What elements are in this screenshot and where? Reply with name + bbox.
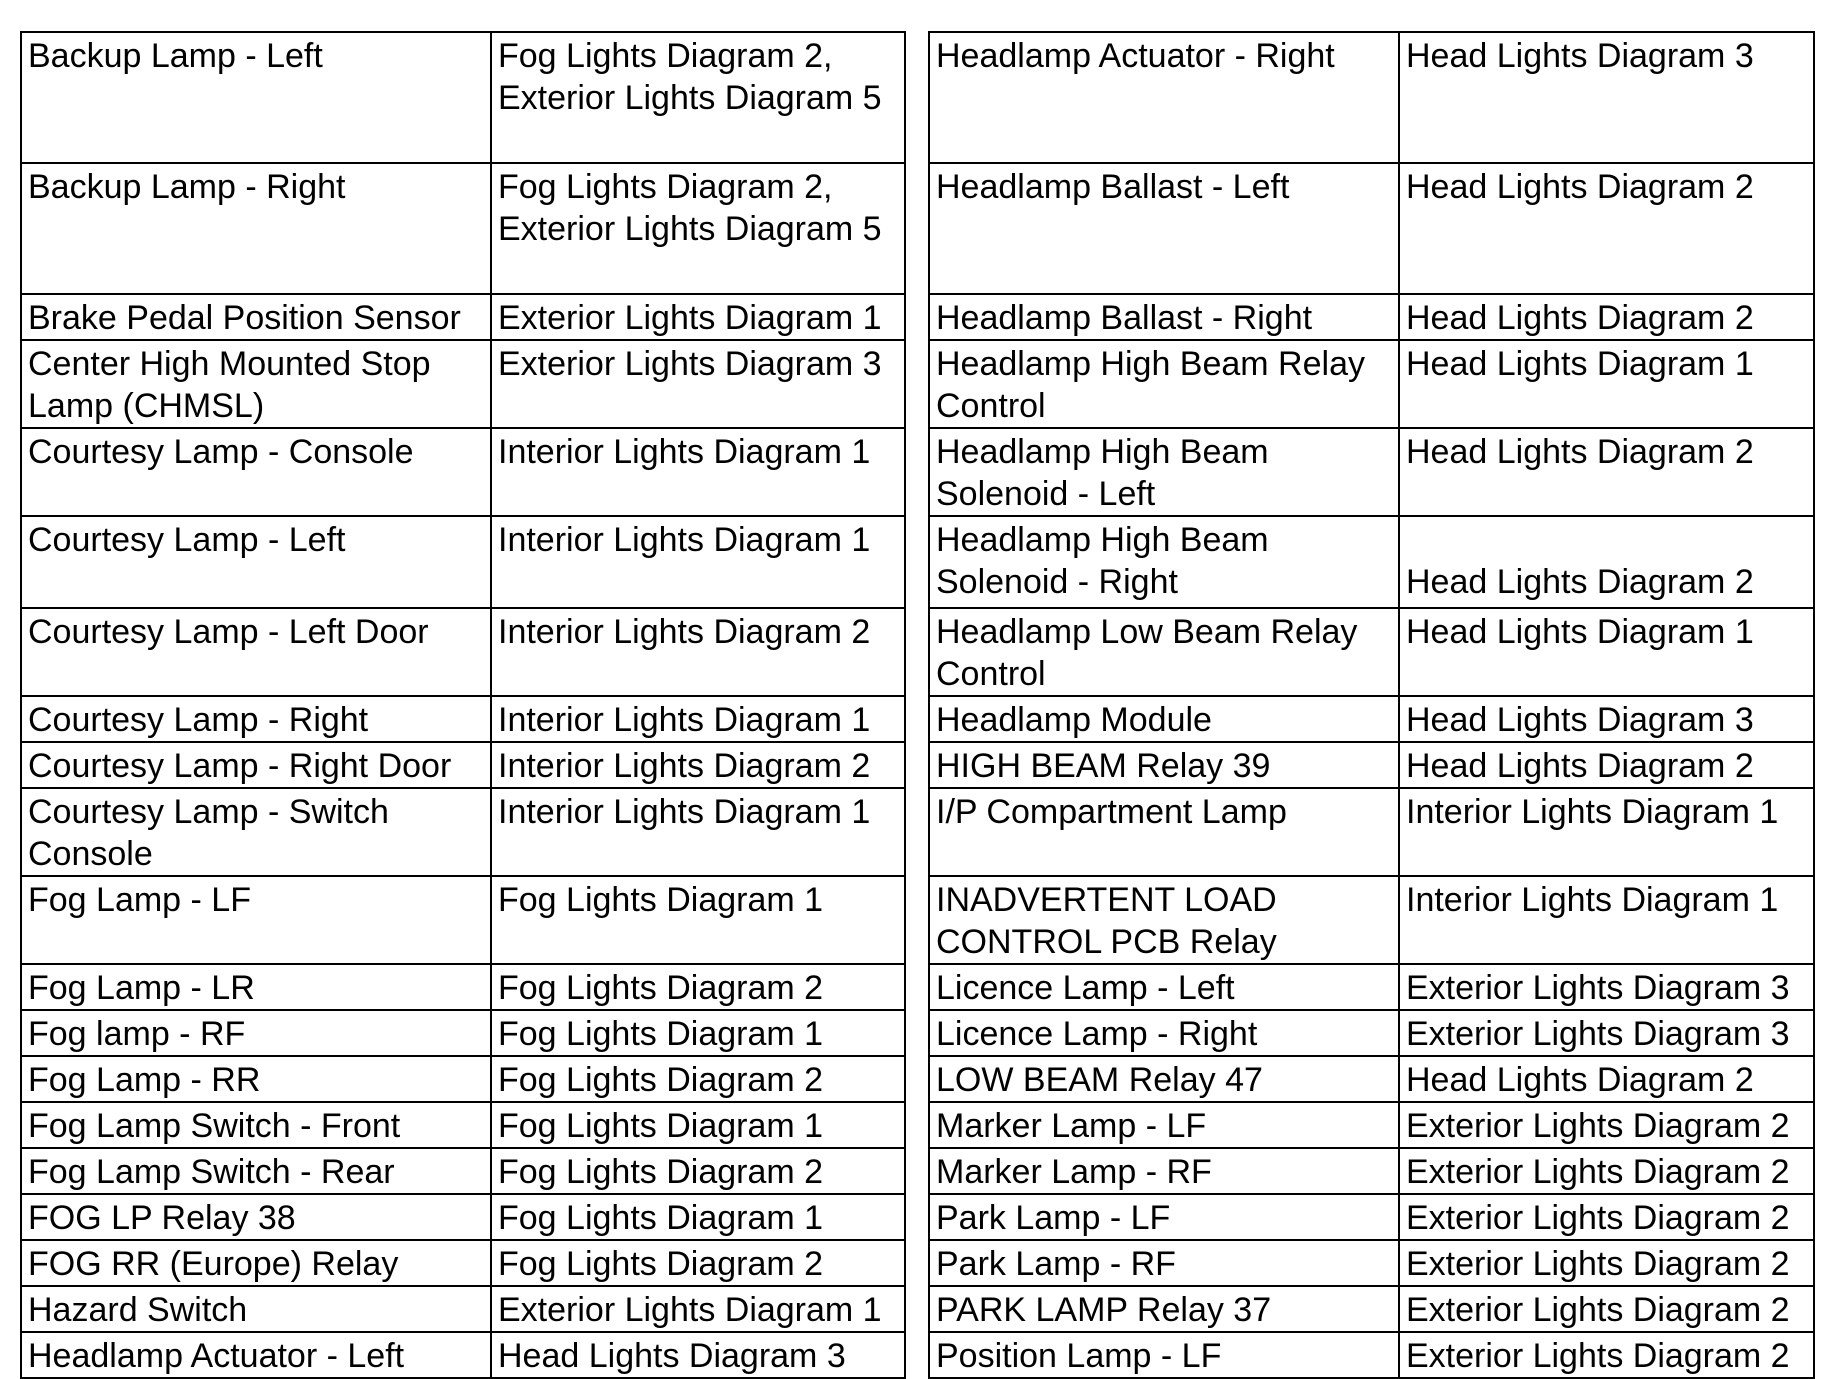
left-component-cell: Fog Lamp - LR (21, 964, 491, 1010)
right-component-cell: INADVERTENT LOAD CONTROL PCB Relay (929, 876, 1399, 964)
left-component-cell: Fog lamp - RF (21, 1010, 491, 1056)
left-diagram-cell: Exterior Lights Diagram 1 (491, 294, 905, 340)
column-gap (905, 294, 929, 340)
right-component-cell: Licence Lamp - Left (929, 964, 1399, 1010)
column-gap (905, 1148, 929, 1194)
table-row (21, 1332, 1814, 1378)
right-component-cell: LOW BEAM Relay 47 (929, 1056, 1399, 1102)
table-row (21, 1010, 1814, 1056)
table-row (21, 163, 1814, 294)
table-row (21, 32, 1814, 163)
right-component-cell: Headlamp High Beam Relay Control (929, 340, 1399, 428)
right-component-cell: HIGH BEAM Relay 39 (929, 742, 1399, 788)
column-gap (905, 1056, 929, 1102)
right-diagram-cell: Head Lights Diagram 2 (1399, 163, 1814, 294)
column-gap (905, 608, 929, 696)
right-diagram-cell: Head Lights Diagram 1 (1399, 340, 1814, 428)
column-gap (905, 32, 929, 163)
left-diagram-cell: Interior Lights Diagram 1 (491, 428, 905, 516)
column-gap (905, 788, 929, 876)
component-index-table (20, 31, 1815, 1379)
left-diagram-cell: Fog Lights Diagram 1 (491, 1010, 905, 1056)
column-gap (905, 876, 929, 964)
left-diagram-cell: Fog Lights Diagram 1 (491, 1194, 905, 1240)
left-diagram-cell: Fog Lights Diagram 2 (491, 964, 905, 1010)
left-component-cell: Fog Lamp - RR (21, 1056, 491, 1102)
left-component-cell: Fog Lamp Switch - Front (21, 1102, 491, 1148)
left-component-cell: Hazard Switch (21, 1286, 491, 1332)
right-component-cell: PARK LAMP Relay 37 (929, 1286, 1399, 1332)
left-diagram-cell: Interior Lights Diagram 1 (491, 696, 905, 742)
right-diagram-cell: Head Lights Diagram 1 (1399, 608, 1814, 696)
right-diagram-cell: Exterior Lights Diagram 3 (1399, 1010, 1814, 1056)
table-row (21, 1240, 1814, 1286)
column-gap (905, 1102, 929, 1148)
right-diagram-cell: Exterior Lights Diagram 2 (1399, 1194, 1814, 1240)
table-row (21, 788, 1814, 876)
left-diagram-cell: Fog Lights Diagram 2 (491, 1240, 905, 1286)
right-component-cell: Headlamp Ballast - Right (929, 294, 1399, 340)
left-component-cell: Center High Mounted Stop Lamp (CHMSL) (21, 340, 491, 428)
right-component-cell: Park Lamp - RF (929, 1240, 1399, 1286)
table-row (21, 1286, 1814, 1332)
right-component-cell: Marker Lamp - LF (929, 1102, 1399, 1148)
table-row (21, 608, 1814, 696)
left-component-cell: Courtesy Lamp - Left (21, 516, 491, 608)
table-row (21, 294, 1814, 340)
right-diagram-cell: Exterior Lights Diagram 2 (1399, 1102, 1814, 1148)
right-diagram-cell: Exterior Lights Diagram 2 (1399, 1148, 1814, 1194)
right-diagram-cell: Head Lights Diagram 2 (1399, 742, 1814, 788)
left-component-cell: FOG LP Relay 38 (21, 1194, 491, 1240)
right-component-cell: Headlamp Low Beam Relay Control (929, 608, 1399, 696)
right-component-cell: I/P Compartment Lamp (929, 788, 1399, 876)
left-diagram-cell: Interior Lights Diagram 1 (491, 788, 905, 876)
left-component-cell: Courtesy Lamp - Switch Console (21, 788, 491, 876)
table-row (21, 340, 1814, 428)
left-diagram-cell: Fog Lights Diagram 1 (491, 876, 905, 964)
table-row (21, 742, 1814, 788)
right-component-cell: Headlamp High Beam Solenoid - Right (929, 516, 1399, 608)
table-row (21, 1148, 1814, 1194)
column-gap (905, 428, 929, 516)
left-diagram-cell: Fog Lights Diagram 1 (491, 1102, 905, 1148)
right-component-cell: Headlamp Module (929, 696, 1399, 742)
table-row (21, 1056, 1814, 1102)
right-diagram-cell: Interior Lights Diagram 1 (1399, 876, 1814, 964)
column-gap (905, 163, 929, 294)
right-component-cell: Position Lamp - LF (929, 1332, 1399, 1378)
left-component-cell: Headlamp Actuator - Left (21, 1332, 491, 1378)
left-component-cell: Backup Lamp - Left (21, 32, 491, 163)
left-component-cell: Backup Lamp - Right (21, 163, 491, 294)
left-component-cell: FOG RR (Europe) Relay (21, 1240, 491, 1286)
left-component-cell: Courtesy Lamp - Right (21, 696, 491, 742)
left-diagram-cell: Head Lights Diagram 3 (491, 1332, 905, 1378)
table-row (21, 516, 1814, 608)
table-row (21, 876, 1814, 964)
left-component-cell: Fog Lamp Switch - Rear (21, 1148, 491, 1194)
table-body (21, 32, 1814, 1378)
left-component-cell: Fog Lamp - LF (21, 876, 491, 964)
column-gap (905, 1240, 929, 1286)
right-component-cell: Headlamp Actuator - Right (929, 32, 1399, 163)
left-diagram-cell: Fog Lights Diagram 2, Exterior Lights Diagram 5 (491, 163, 905, 294)
table-row (21, 1194, 1814, 1240)
right-diagram-cell: Exterior Lights Diagram 2 (1399, 1240, 1814, 1286)
left-diagram-cell: Fog Lights Diagram 2 (491, 1056, 905, 1102)
left-component-cell: Courtesy Lamp - Console (21, 428, 491, 516)
left-diagram-cell: Interior Lights Diagram 2 (491, 742, 905, 788)
column-gap (905, 964, 929, 1010)
column-gap (905, 1010, 929, 1056)
left-diagram-cell: Fog Lights Diagram 2 (491, 1148, 905, 1194)
right-component-cell: Headlamp Ballast - Left (929, 163, 1399, 294)
left-diagram-cell: Exterior Lights Diagram 3 (491, 340, 905, 428)
table-row (21, 696, 1814, 742)
table-row (21, 428, 1814, 516)
right-diagram-cell: Head Lights Diagram 2 (1399, 516, 1814, 608)
right-component-cell: Licence Lamp - Right (929, 1010, 1399, 1056)
column-gap (905, 742, 929, 788)
right-diagram-cell: Head Lights Diagram 3 (1399, 32, 1814, 163)
right-diagram-cell: Head Lights Diagram 2 (1399, 294, 1814, 340)
table-row (21, 964, 1814, 1010)
left-diagram-cell: Exterior Lights Diagram 1 (491, 1286, 905, 1332)
left-diagram-cell: Fog Lights Diagram 2, Exterior Lights Diagram 5 (491, 32, 905, 163)
column-gap (905, 1286, 929, 1332)
right-diagram-cell: Head Lights Diagram 2 (1399, 428, 1814, 516)
right-diagram-cell: Interior Lights Diagram 1 (1399, 788, 1814, 876)
right-component-cell: Park Lamp - LF (929, 1194, 1399, 1240)
right-diagram-cell: Exterior Lights Diagram 3 (1399, 964, 1814, 1010)
right-component-cell: Marker Lamp - RF (929, 1148, 1399, 1194)
left-component-cell: Brake Pedal Position Sensor (21, 294, 491, 340)
table-row (21, 1102, 1814, 1148)
left-diagram-cell: Interior Lights Diagram 1 (491, 516, 905, 608)
left-component-cell: Courtesy Lamp - Right Door (21, 742, 491, 788)
right-diagram-cell: Exterior Lights Diagram 2 (1399, 1286, 1814, 1332)
column-gap (905, 696, 929, 742)
right-diagram-cell: Exterior Lights Diagram 2 (1399, 1332, 1814, 1378)
left-diagram-cell: Interior Lights Diagram 2 (491, 608, 905, 696)
column-gap (905, 1194, 929, 1240)
right-diagram-cell: Head Lights Diagram 2 (1399, 1056, 1814, 1102)
column-gap (905, 340, 929, 428)
column-gap (905, 1332, 929, 1378)
left-component-cell: Courtesy Lamp - Left Door (21, 608, 491, 696)
column-gap (905, 516, 929, 608)
right-diagram-cell: Head Lights Diagram 3 (1399, 696, 1814, 742)
right-component-cell: Headlamp High Beam Solenoid - Left (929, 428, 1399, 516)
